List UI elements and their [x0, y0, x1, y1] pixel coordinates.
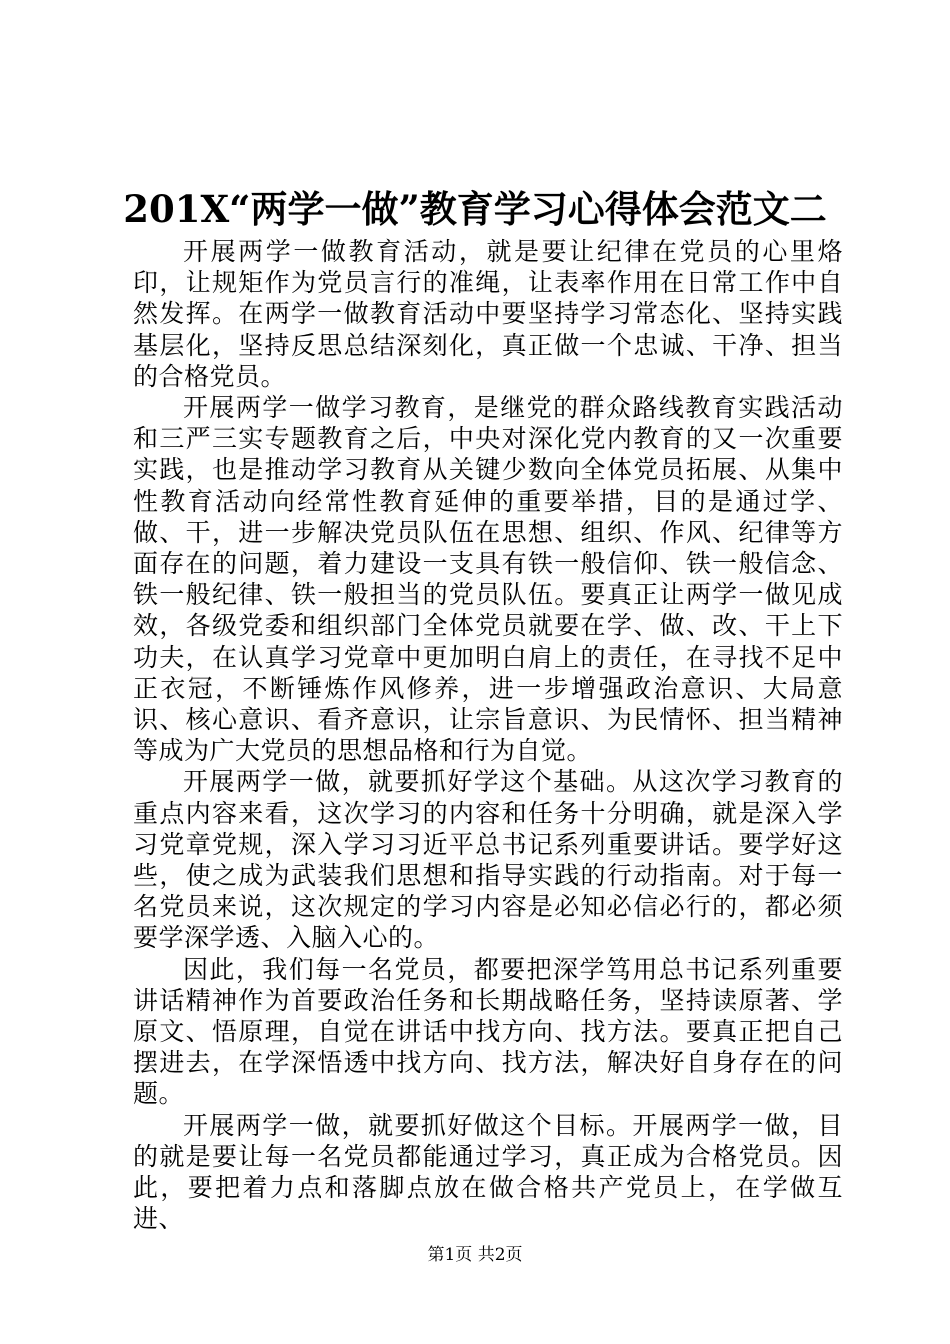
document-body	[133, 236, 843, 1235]
page-footer	[0, 1244, 950, 1266]
page-number: 第1页 共2页	[427, 1245, 523, 1265]
document-title: 201X“两学一做”教育学习心得体会范文二	[123, 187, 827, 231]
paragraph-2: 开展两学一做学习教育，是继党的群众路线教育实践活动和三严三实专题教育之后，中央对深化党内教育的又一次重要实践，也是推动学习教育从关键少数向全体党员拓展、从集中性教育活动向经常性教育延伸的重要举措，目的是通过学、做、干，进一步解决党员队伍在思想、组织、作风、纪律等方面存在的问题，着力建设一支具有铁一般信仰、铁一般信念、铁一般纪律、铁一般担当的党员队伍。要真正让两学一做见成效，各级党委和组织部门全体党员就要在学、做、改、干上下功夫，在认真学习党章中更加明白肩上的责任，在寻找不足中正衣冠，不断锤炼作风修养，进一步增强政治意识、大局意识、核心意识、看齐意识，让宗旨意识、为民情怀、担当精神等成为广大党员的思想品格和行为自觉。	[133, 393, 843, 766]
paragraph-4: 因此，我们每一名党员，都要把深学笃用总书记系列重要讲话精神作为首要政治任务和长期战略任务，坚持读原著、学原文、悟原理，自觉在讲话中找方向、找方法。要真正把自己摆进去，在学深悟透中找方向、找方法，解决好自身存在的问题。	[133, 954, 843, 1109]
paragraph-1: 开展两学一做教育活动，就是要让纪律在党员的心里烙印，让规矩作为党员言行的准绳，让表率作用在日常工作中自然发挥。在两学一做教育活动中要坚持学习常态化、坚持实践基层化，坚持反思总结深刻化，真正做一个忠诚、干净、担当的合格党员。	[133, 237, 843, 391]
paragraph-3: 开展两学一做，就要抓好学这个基础。从这次学习教育的重点内容来看，这次学习的内容和任务十分明确，就是深入学习党章党规，深入学习习近平总书记系列重要讲话。要学好这些，使之成为武装我们思想和指导实践的行动指南。对于每一名党员来说，这次规定的学习内容是必知必信必行的，都必须要学深学透、入脑入心的。	[133, 767, 843, 953]
paragraph-5: 开展两学一做，就要抓好做这个目标。开展两学一做，目的就是要让每一名党员都能通过学习，真正成为合格党员。因此，要把着力点和落脚点放在做合格共产党员上，在学做互进、	[133, 1110, 843, 1234]
